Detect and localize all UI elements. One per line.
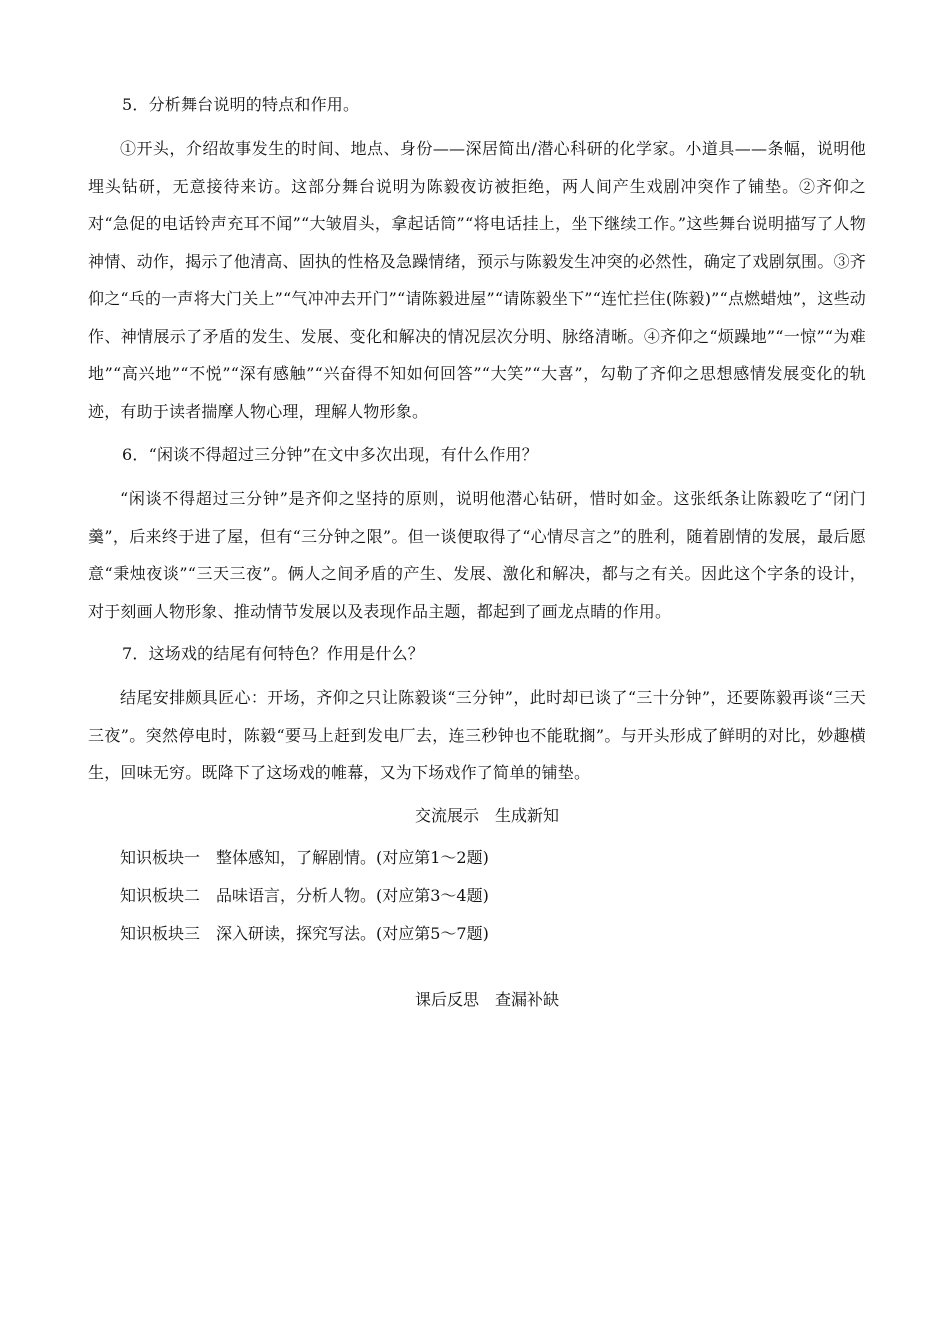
question-6: 6．“闲谈不得超过三分钟”在文中多次出现，有什么作用？: [122, 445, 538, 464]
exchange-section-title: 交流展示 生成新知: [414, 805, 559, 825]
answer-6: “闲谈不得超过三分钟”是齐仰之坚持的原则，说明他潜心钻研，惜时如金。这张纸条让陈毅吃了“闭门羹”，后来终于进了屋，但有“三分钟之限”。但一谈便取得了“心情尽言之”的胜利，随着剧情的发展，最后愿意“秉烛夜谈”“三天三夜”。俩人之间矛盾的产生、发展、激化和解决，都与之有关。因此这个字条的设计，对于刻画人物形象、推动情节发展以及表现作品主题，都起到了画龙点睛的作用。: [88, 489, 866, 621]
answer-7: 结尾安排颇具匠心：开场，齐仰之只让陈毅谈“三分钟”，此时却已谈了“三十分钟”，还要陈毅再谈“三天三夜”。突然停电时，陈毅“要马上赶到发电厂去，连三秒钟也不能耽搁”。与开头形成了鲜明的对比，妙趣横生，回味无穷。既降下了这场戏的帷幕，又为下场戏作了简单的铺垫。: [88, 688, 866, 782]
question-7: 7．这场戏的结尾有何特色？作用是什么？: [122, 644, 424, 663]
knowledge-module-2: 知识板块二 品味语言，分析人物。(对应第3～4题): [120, 885, 489, 905]
knowledge-module-3: 知识板块三 深入研读，探究写法。(对应第5～7题): [120, 923, 489, 943]
question-5: 5．分析舞台说明的特点和作用。: [122, 95, 360, 114]
document-page: [88, 92, 866, 1029]
reflection-section-title: 课后反思 查漏补缺: [414, 989, 559, 1009]
answer-5: ①开头，介绍故事发生的时间、地点、身份——深居简出/潜心科研的化学家。小道具——条幅，说明他埋头钻研，无意接待来访。这部分舞台说明为陈毅夜访被拒绝，两人间产生戏剧冲突作了铺垫。②齐仰之对“急促的电话铃声充耳不闻”“大皱眉头，拿起话筒”“将电话挂上，坐下继续工作。”这些舞台说明描写了人物神情、动作，揭示了他清高、固执的性格及急躁情绪，预示与陈毅发生冲突的必然性，确定了戏剧氛围。③齐仰之“乓的一声将大门关上”“气冲冲去开门”“请陈毅进屋”“请陈毅坐下”“连忙拦住(陈毅)”“点燃蜡烛”，这些动作、神情展示了矛盾的发生、发展、变化和解决的情况层次分明、脉络清晰。④齐仰之“烦躁地”“一惊”“为难地”“高兴地”“不悦”“深有感触”“兴奋得不知如何回答”“大笑”“大喜”，勾勒了齐仰之思想感情发展变化的轨迹，有助于读者揣摩人物心理，理解人物形象。: [88, 139, 866, 421]
knowledge-module-1: 知识板块一 整体感知，了解剧情。(对应第1～2题): [120, 847, 489, 867]
